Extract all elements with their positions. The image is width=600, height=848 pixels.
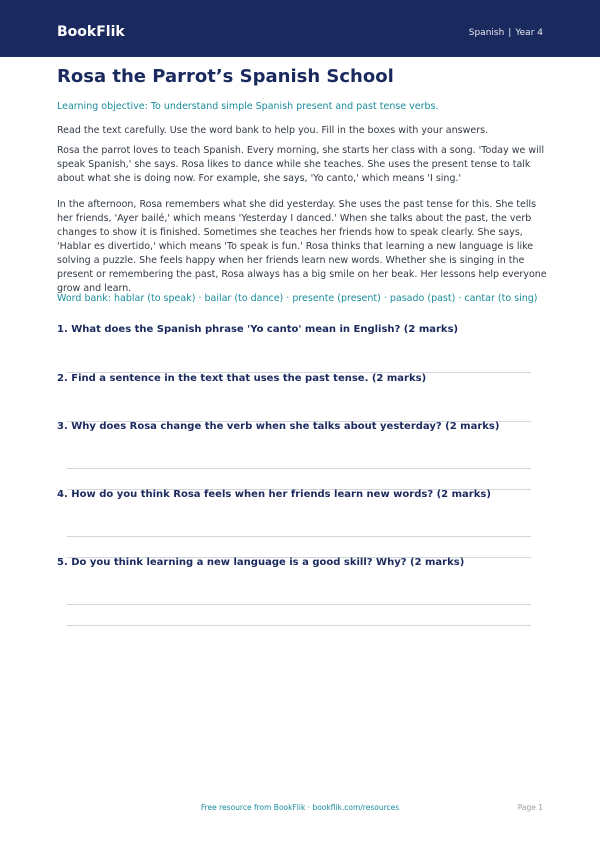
learning-objective: Learning objective: To understand simple Spanish present and past tense verbs. bbox=[57, 101, 439, 112]
answer-line-5b[interactable] bbox=[67, 625, 531, 626]
question-2: 2. Find a sentence in the text that uses the past tense. (2 marks) bbox=[57, 373, 427, 384]
answer-line-5a[interactable] bbox=[67, 604, 531, 605]
story-paragraph-1: Rosa the parrot loves to teach Spanish. Every morning, she starts her class with a song. 'Today we will speak Spanish,' she says. Rosa likes to dance while she teaches. She uses the present tense to talk about what she is doing now. For example, she says, 'Yo canto,' which means 'I sing.' bbox=[57, 145, 545, 184]
subject-label: Spanish bbox=[468, 28, 505, 38]
brand-logo: BookFlik bbox=[57, 24, 125, 40]
footer-credit: Free resource from BookFlik · bookflik.com/resources bbox=[200, 803, 400, 812]
story-paragraph-2: In the afternoon, Rosa remembers what she did yesterday. She uses the past tense for this. She tells her friends, 'Ayer bailé,' which means 'Yesterday I danced.' When she talks about the past, the verb changes to show it is finished. Sometimes she teaches her friends how to speak clearly. She says, 'Hablar es divertido,' which means 'To speak is fun.' Rosa thinks that learning a new language is like solving a puzzle. She feels happy when her friends learn new words. Whether she is singing in the present or remembering the past, Rosa always has a big smile on her beak. Her lessons help everyone grow and learn. bbox=[57, 199, 547, 294]
breadcrumb-separator: | bbox=[508, 28, 512, 38]
page-title: Rosa the Parrot’s Spanish School bbox=[57, 66, 394, 87]
answer-line-3a[interactable] bbox=[67, 468, 531, 469]
question-3: 3. Why does Rosa change the verb when she talks about yesterday? (2 marks) bbox=[57, 421, 500, 432]
instructions: Read the text carefully. Use the word bank to help you. Fill in the boxes with your answers. bbox=[57, 125, 489, 136]
question-4: 4. How do you think Rosa feels when her friends learn new words? (2 marks) bbox=[57, 489, 491, 500]
question-5: 5. Do you think learning a new language is a good skill? Why? (2 marks) bbox=[57, 557, 465, 568]
page-header bbox=[0, 0, 600, 57]
question-1: 1. What does the Spanish phrase 'Yo canto' mean in English? (2 marks) bbox=[57, 324, 459, 335]
year-label: Year 4 bbox=[515, 28, 543, 38]
subject-breadcrumb bbox=[469, 26, 543, 40]
page-number: Page 1 bbox=[517, 803, 543, 812]
answer-line-4a[interactable] bbox=[67, 536, 531, 537]
word-bank: Word bank: hablar (to speak) · bailar (to dance) · presente (present) · pasado (past) · cantar (to sing) bbox=[57, 293, 538, 304]
